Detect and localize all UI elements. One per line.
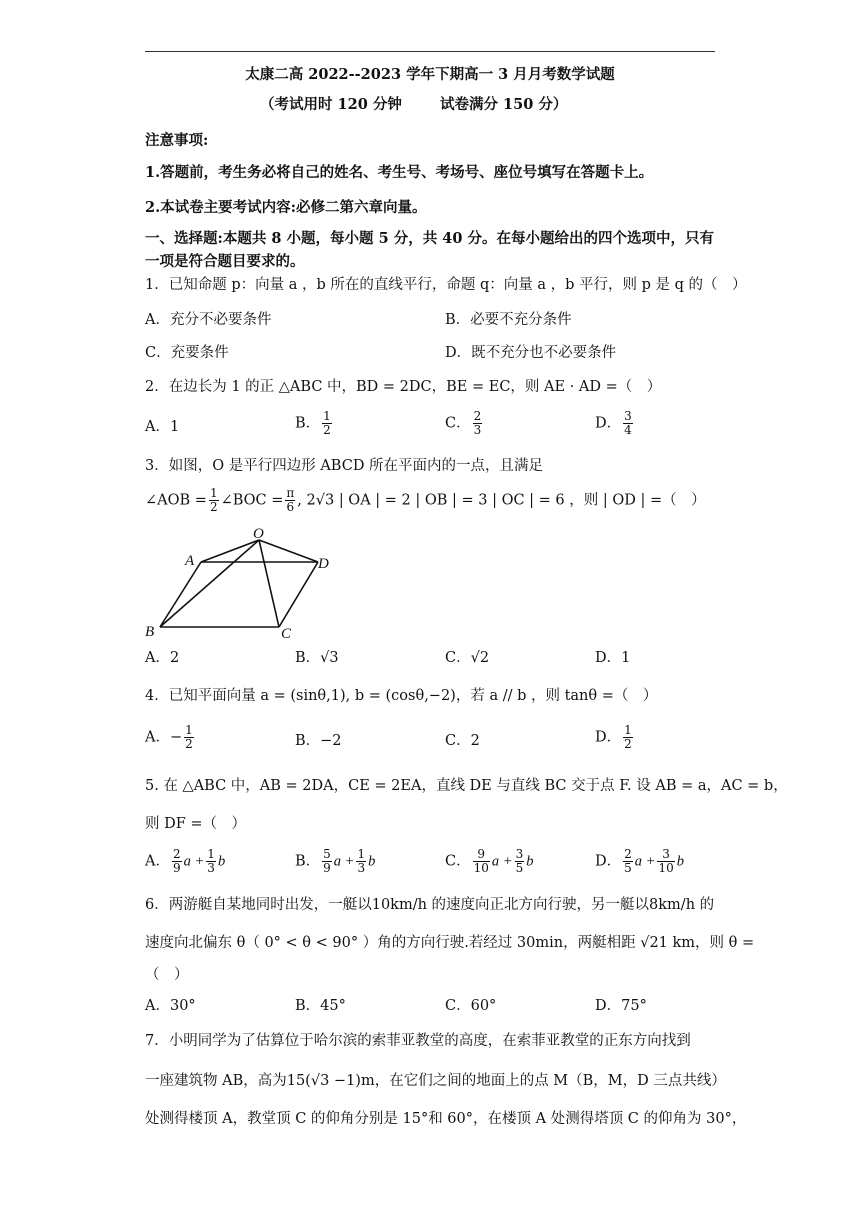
q2-option-d: D． $\frac{3}{4}$	[595, 409, 632, 437]
q3-stem-line2: ∠AOB = $\frac{1}{2}$ ∠BOC = $\frac{\pi}{6}$ , 2√3 | OA | = 2 | OB | = 3 | OC | = 6 ，则 | OD | =（ ）	[145, 486, 706, 514]
q3-option-d: D．1	[595, 650, 631, 666]
q6-line1: 6．两游艇自某地同时出发，一艇以10km/h 的速度向正北方向行驶，另一艇以8km/h 的	[145, 897, 715, 913]
q1-option-c: C．充要条件	[145, 345, 229, 361]
q3-option-a: A．2	[145, 650, 180, 666]
label-o: O	[253, 527, 264, 542]
q6-option-a: A．30°	[145, 998, 196, 1014]
q4-option-a: A．− $\frac{1}{2}$	[145, 723, 193, 751]
q4-option-b: B．−2	[295, 733, 342, 749]
q6-option-c: C．60°	[445, 998, 497, 1014]
q5-stem-line1: 5. 在 △ABC 中，AB = 2DA，CE = 2EA，直线 DE 与直线 BC 交于点 F. 设 AB = a，AC = b，	[145, 778, 788, 794]
label-b: B	[145, 624, 155, 640]
label-d: D	[318, 556, 329, 572]
q1-stem: 1．已知命题 p：向量 a ，b 所在的直线平行，命题 q：向量 a ，b 平行，则 p 是 q 的（ ）	[145, 277, 747, 293]
q2-stem: 2．在边长为 1 的正 △ABC 中，BD = 2DC，BE = EC，则 AE · AD =（ ）	[145, 379, 662, 395]
q3-option-c: C．√2	[445, 650, 490, 666]
q6-line3: （ ）	[145, 967, 189, 983]
q2-option-c: C． $\frac{2}{3}$	[445, 409, 482, 437]
notice-item-1: 1.答题前，考生务必将自己的姓名、考生号、考场号、座位号填写在答题卡上。	[145, 164, 654, 181]
q1-option-b: B．必要不充分条件	[445, 312, 572, 328]
q1-option-a: A．充分不必要条件	[145, 312, 272, 328]
q4-stem: 4．已知平面向量 a = (sinθ,1), b = (cosθ,−2)，若 a // b ，则 tanθ =（ ）	[145, 688, 658, 704]
segment-od	[259, 540, 318, 562]
q5-option-c: C． $\frac{9}{10}$ a + $\frac{3}{5}$ b	[445, 847, 534, 875]
section1-line2: 一项是符合题目要求的。	[145, 253, 305, 270]
q2-option-a: A．1	[145, 419, 180, 435]
top-rule	[145, 51, 715, 52]
q1-option-d: D．既不充分也不必要条件	[445, 345, 617, 361]
section1-line1: 一、选择题:本题共 8 小题，每小题 5 分，共 40 分。在每小题给出的四个选项中，只有	[145, 230, 714, 247]
exam-title: 太康二高 2022--2023 学年下期高一 3 月月考数学试题	[245, 66, 615, 83]
edge-ab	[160, 562, 201, 627]
q6-option-b: B．45°	[295, 998, 346, 1014]
q5-stem-line2: 则 DF =（ ）	[145, 816, 247, 832]
q5-option-a: A． $\frac{2}{9}$ a + $\frac{1}{3}$ b	[145, 847, 226, 875]
segment-ob	[160, 540, 259, 627]
segment-oc	[259, 540, 279, 627]
exam-time: （考试用时 120 分钟	[260, 96, 402, 113]
q2-option-b: B． $\frac{1}{2}$	[295, 409, 331, 437]
q7-line1: 7．小明同学为了估算位于哈尔滨的索菲亚教堂的高度，在索菲亚教堂的正东方向找到	[145, 1033, 691, 1049]
parallelogram-figure	[143, 527, 343, 642]
q3-stem-line1: 3．如图，O 是平行四边形 ABCD 所在平面内的一点，且满足	[145, 458, 544, 474]
q4-option-d: D． $\frac{1}{2}$	[595, 723, 632, 751]
q4-option-c: C．2	[445, 733, 480, 749]
edge-cd	[279, 562, 318, 627]
segment-oa	[201, 540, 259, 562]
label-a: A	[185, 553, 195, 569]
q7-line3: 处测得楼顶 A，教堂顶 C 的仰角分别是 15°和 60°，在楼顶 A 处测得塔顶 C 的仰角为 30°，	[145, 1111, 747, 1127]
label-c: C	[281, 626, 292, 642]
q6-option-d: D．75°	[595, 998, 647, 1014]
q7-line2: 一座建筑物 AB，高为15(√3 −1)m，在它们之间的地面上的点 M（B，M，D 三点共线）	[145, 1073, 726, 1089]
notice-item-2: 2.本试卷主要考试内容:必修二第六章向量。	[145, 199, 427, 216]
notice-heading: 注意事项:	[145, 132, 209, 149]
q3-option-b: B．√3	[295, 650, 339, 666]
exam-score: 试卷满分 150 分）	[440, 96, 568, 113]
q5-option-d: D． $\frac{2}{5}$ a + $\frac{3}{10}$ b	[595, 847, 684, 875]
q6-line2: 速度向北偏东 θ（ 0° < θ < 90° ）角的方向行驶.若经过 30min，两艇相距 √21 km，则 θ =	[145, 935, 755, 951]
q5-option-b: B． $\frac{5}{9}$ a + $\frac{1}{3}$ b	[295, 847, 376, 875]
